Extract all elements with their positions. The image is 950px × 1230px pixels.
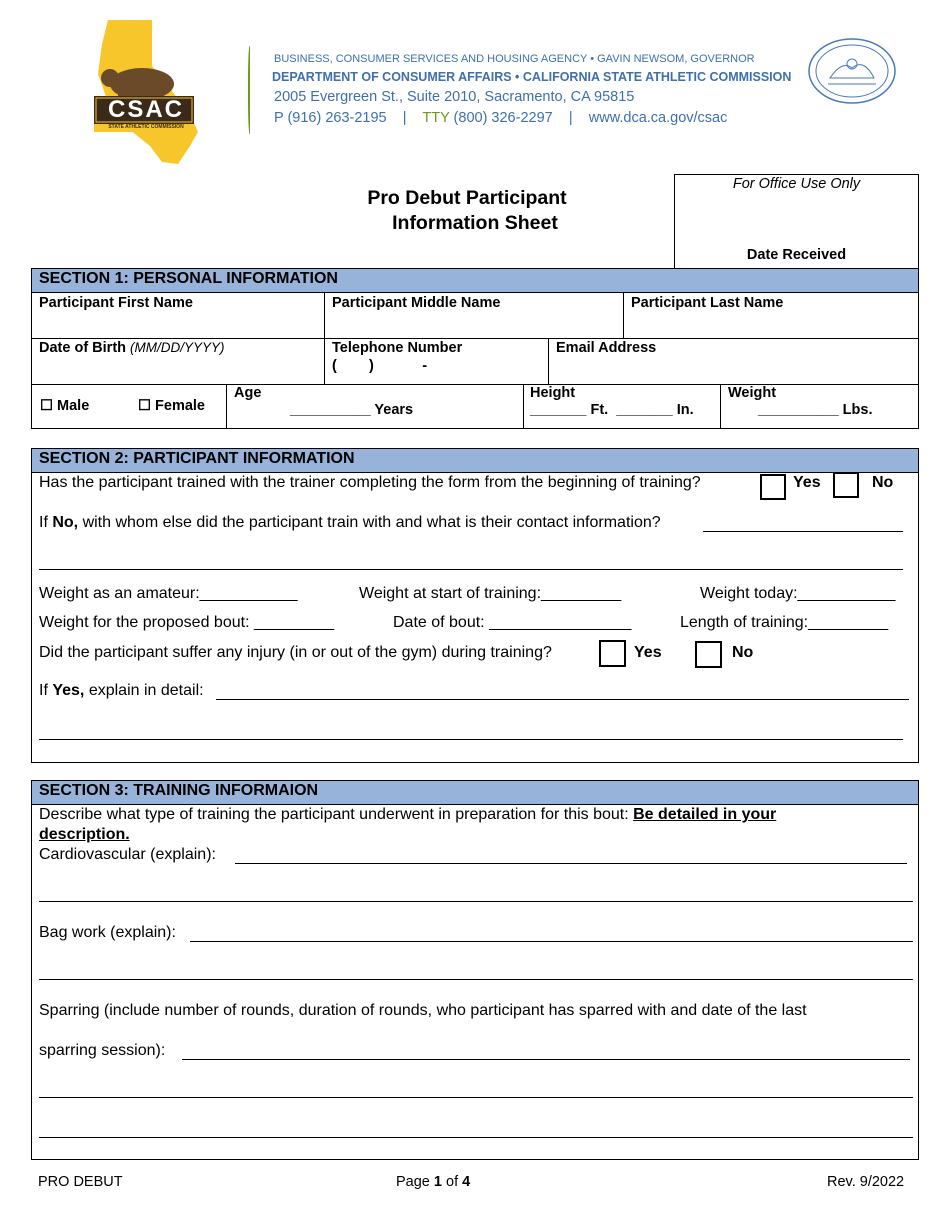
first-name-field[interactable]: Participant First Name — [39, 295, 193, 311]
title-line-1: Pro Debut Participant — [367, 187, 567, 209]
section1 — [31, 268, 919, 429]
tty-label: TTY — [422, 110, 450, 126]
last-name-field[interactable]: Participant Last Name — [631, 295, 784, 311]
footer-left: PRO DEBUT — [38, 1174, 123, 1190]
dob-label: Date of Birth — [39, 340, 126, 356]
email-field[interactable]: Email Address — [556, 340, 657, 356]
form-title — [320, 186, 630, 236]
weight-today-field[interactable]: Weight today:___________ — [700, 585, 896, 602]
separator: | — [402, 110, 407, 126]
date-bout-field[interactable]: Date of bout: ________________ — [393, 614, 632, 631]
row-divider — [32, 384, 918, 385]
address-line: 2005 Evergreen St., Suite 2010, Sacramento, CA 95815 — [274, 89, 635, 105]
dob-field[interactable] — [39, 340, 225, 356]
if-label: If — [39, 682, 53, 699]
male-checkbox[interactable]: ☐ Male — [40, 398, 90, 414]
logo-text: CSAC — [107, 96, 184, 123]
row-divider — [32, 338, 918, 339]
weight-field[interactable]: __________ Lbs. — [758, 402, 873, 418]
bag-work-line-1[interactable] — [190, 941, 913, 942]
trained-with-line-2[interactable] — [39, 569, 903, 570]
middle-name-field[interactable]: Participant Middle Name — [332, 295, 501, 311]
col-divider — [720, 384, 721, 429]
col-divider — [324, 338, 325, 384]
trained-yes-checkbox[interactable] — [760, 474, 786, 500]
age-label: Age — [234, 385, 262, 401]
tty-number: (800) 326-2297 — [453, 110, 553, 126]
describe-text: Describe what type of training the participant underwent in preparation for this bout: — [39, 806, 634, 823]
logo-subtext: STATE ATHLETIC COMMISSION — [108, 124, 184, 130]
trained-with-question — [39, 514, 661, 532]
cardio-line-1[interactable] — [235, 863, 907, 864]
injury-no-checkbox[interactable] — [695, 641, 722, 668]
section2 — [31, 448, 919, 763]
weight-bout-field[interactable]: Weight for the proposed bout: _________ — [39, 614, 335, 631]
phone-label: P — [274, 110, 284, 126]
weight-start-field[interactable]: Weight at start of training:_________ — [359, 585, 622, 602]
section3-title: SECTION 3: TRAINING INFORMAION — [32, 781, 918, 805]
age-field[interactable]: __________ Years — [290, 402, 414, 418]
website-link[interactable]: www.dca.ca.gov/csac — [588, 110, 728, 126]
page-number — [396, 1174, 470, 1190]
sparring-label-cont: sparring session): — [39, 1042, 166, 1059]
trained-no-label: No — [872, 474, 894, 491]
col-divider — [548, 338, 549, 384]
header-divider — [248, 46, 252, 134]
explain-text: explain in detail: — [84, 682, 204, 699]
no-bold: No, — [52, 514, 79, 531]
office-use-box — [674, 174, 919, 270]
cardio-line-2[interactable] — [39, 901, 913, 902]
csac-logo — [90, 14, 210, 169]
phone-number: (916) 263-2195 — [287, 110, 387, 126]
training-description-cont: description. — [39, 826, 130, 843]
state-seal-icon — [808, 38, 896, 104]
trained-question: Has the participant trained with the trainer completing the form from the beginning of training? — [39, 474, 701, 491]
date-received-label: Date Received — [746, 247, 847, 263]
page-total: 4 — [462, 1174, 471, 1190]
cardio-label: Cardiovascular (explain): — [39, 846, 216, 863]
trained-yes-label: Yes — [793, 474, 821, 491]
weight-amateur-field[interactable]: Weight as an amateur:___________ — [39, 585, 298, 602]
injury-question: Did the participant suffer any injury (in or out of the gym) during training? — [39, 644, 552, 661]
col-divider — [226, 384, 227, 429]
agency-line: BUSINESS, CONSUMER SERVICES AND HOUSING AGENCY • GAVIN NEWSOM, GOVERNOR — [274, 53, 755, 65]
trained-no-checkbox[interactable] — [833, 472, 859, 498]
height-label: Height — [530, 385, 576, 401]
training-description — [39, 806, 776, 824]
be-detailed-text: Be detailed in your — [633, 806, 777, 823]
explain-label — [39, 682, 204, 700]
telephone-field[interactable]: ( ) - — [332, 358, 428, 374]
sparring-label: Sparring (include number of rounds, duration of rounds, who participant has sparred with and date of the last — [39, 1002, 807, 1019]
if-label: If — [39, 514, 53, 531]
sparring-line-3[interactable] — [39, 1137, 913, 1138]
bag-work-label: Bag work (explain): — [39, 924, 176, 941]
office-use-label: For Office Use Only — [732, 176, 861, 192]
dept-line: DEPARTMENT OF CONSUMER AFFAIRS • CALIFORNIA STATE ATHLETIC COMMISSION — [272, 70, 792, 84]
trained-with-text: with whom else did the participant train with and what is their contact information? — [78, 514, 661, 531]
injury-yes-label: Yes — [634, 644, 662, 661]
col-divider — [324, 293, 325, 338]
female-checkbox[interactable]: ☐ Female — [138, 398, 205, 414]
page-mid: of — [441, 1174, 463, 1190]
title-line-2: Information Sheet — [392, 212, 558, 234]
telephone-label: Telephone Number — [332, 340, 463, 356]
weight-label: Weight — [728, 385, 777, 401]
injury-no-label: No — [732, 644, 754, 661]
contact-line — [274, 110, 727, 126]
height-field[interactable]: _______ Ft. _______ In. — [530, 402, 694, 418]
trained-with-line-1[interactable] — [703, 531, 903, 532]
section1-title: SECTION 1: PERSONAL INFORMATION — [32, 269, 918, 293]
sparring-line-1[interactable] — [182, 1059, 910, 1060]
page-current: 1 — [433, 1174, 442, 1190]
bag-work-line-2[interactable] — [39, 979, 913, 980]
col-divider — [623, 293, 624, 338]
section3 — [31, 780, 919, 1160]
explain-line-2[interactable] — [39, 739, 903, 740]
explain-line-1[interactable] — [216, 699, 909, 700]
section2-title: SECTION 2: PARTICIPANT INFORMATION — [32, 449, 918, 473]
length-training-field[interactable]: Length of training:_________ — [680, 614, 889, 631]
revision: Rev. 9/2022 — [827, 1174, 905, 1190]
page-pre: Page — [396, 1174, 434, 1190]
dob-format: (MM/DD/YYYY) — [130, 340, 225, 355]
col-divider — [523, 384, 524, 429]
injury-yes-checkbox[interactable] — [599, 640, 626, 667]
separator: | — [568, 110, 573, 126]
yes-bold: Yes, — [52, 682, 85, 699]
sparring-line-2[interactable] — [39, 1097, 913, 1098]
